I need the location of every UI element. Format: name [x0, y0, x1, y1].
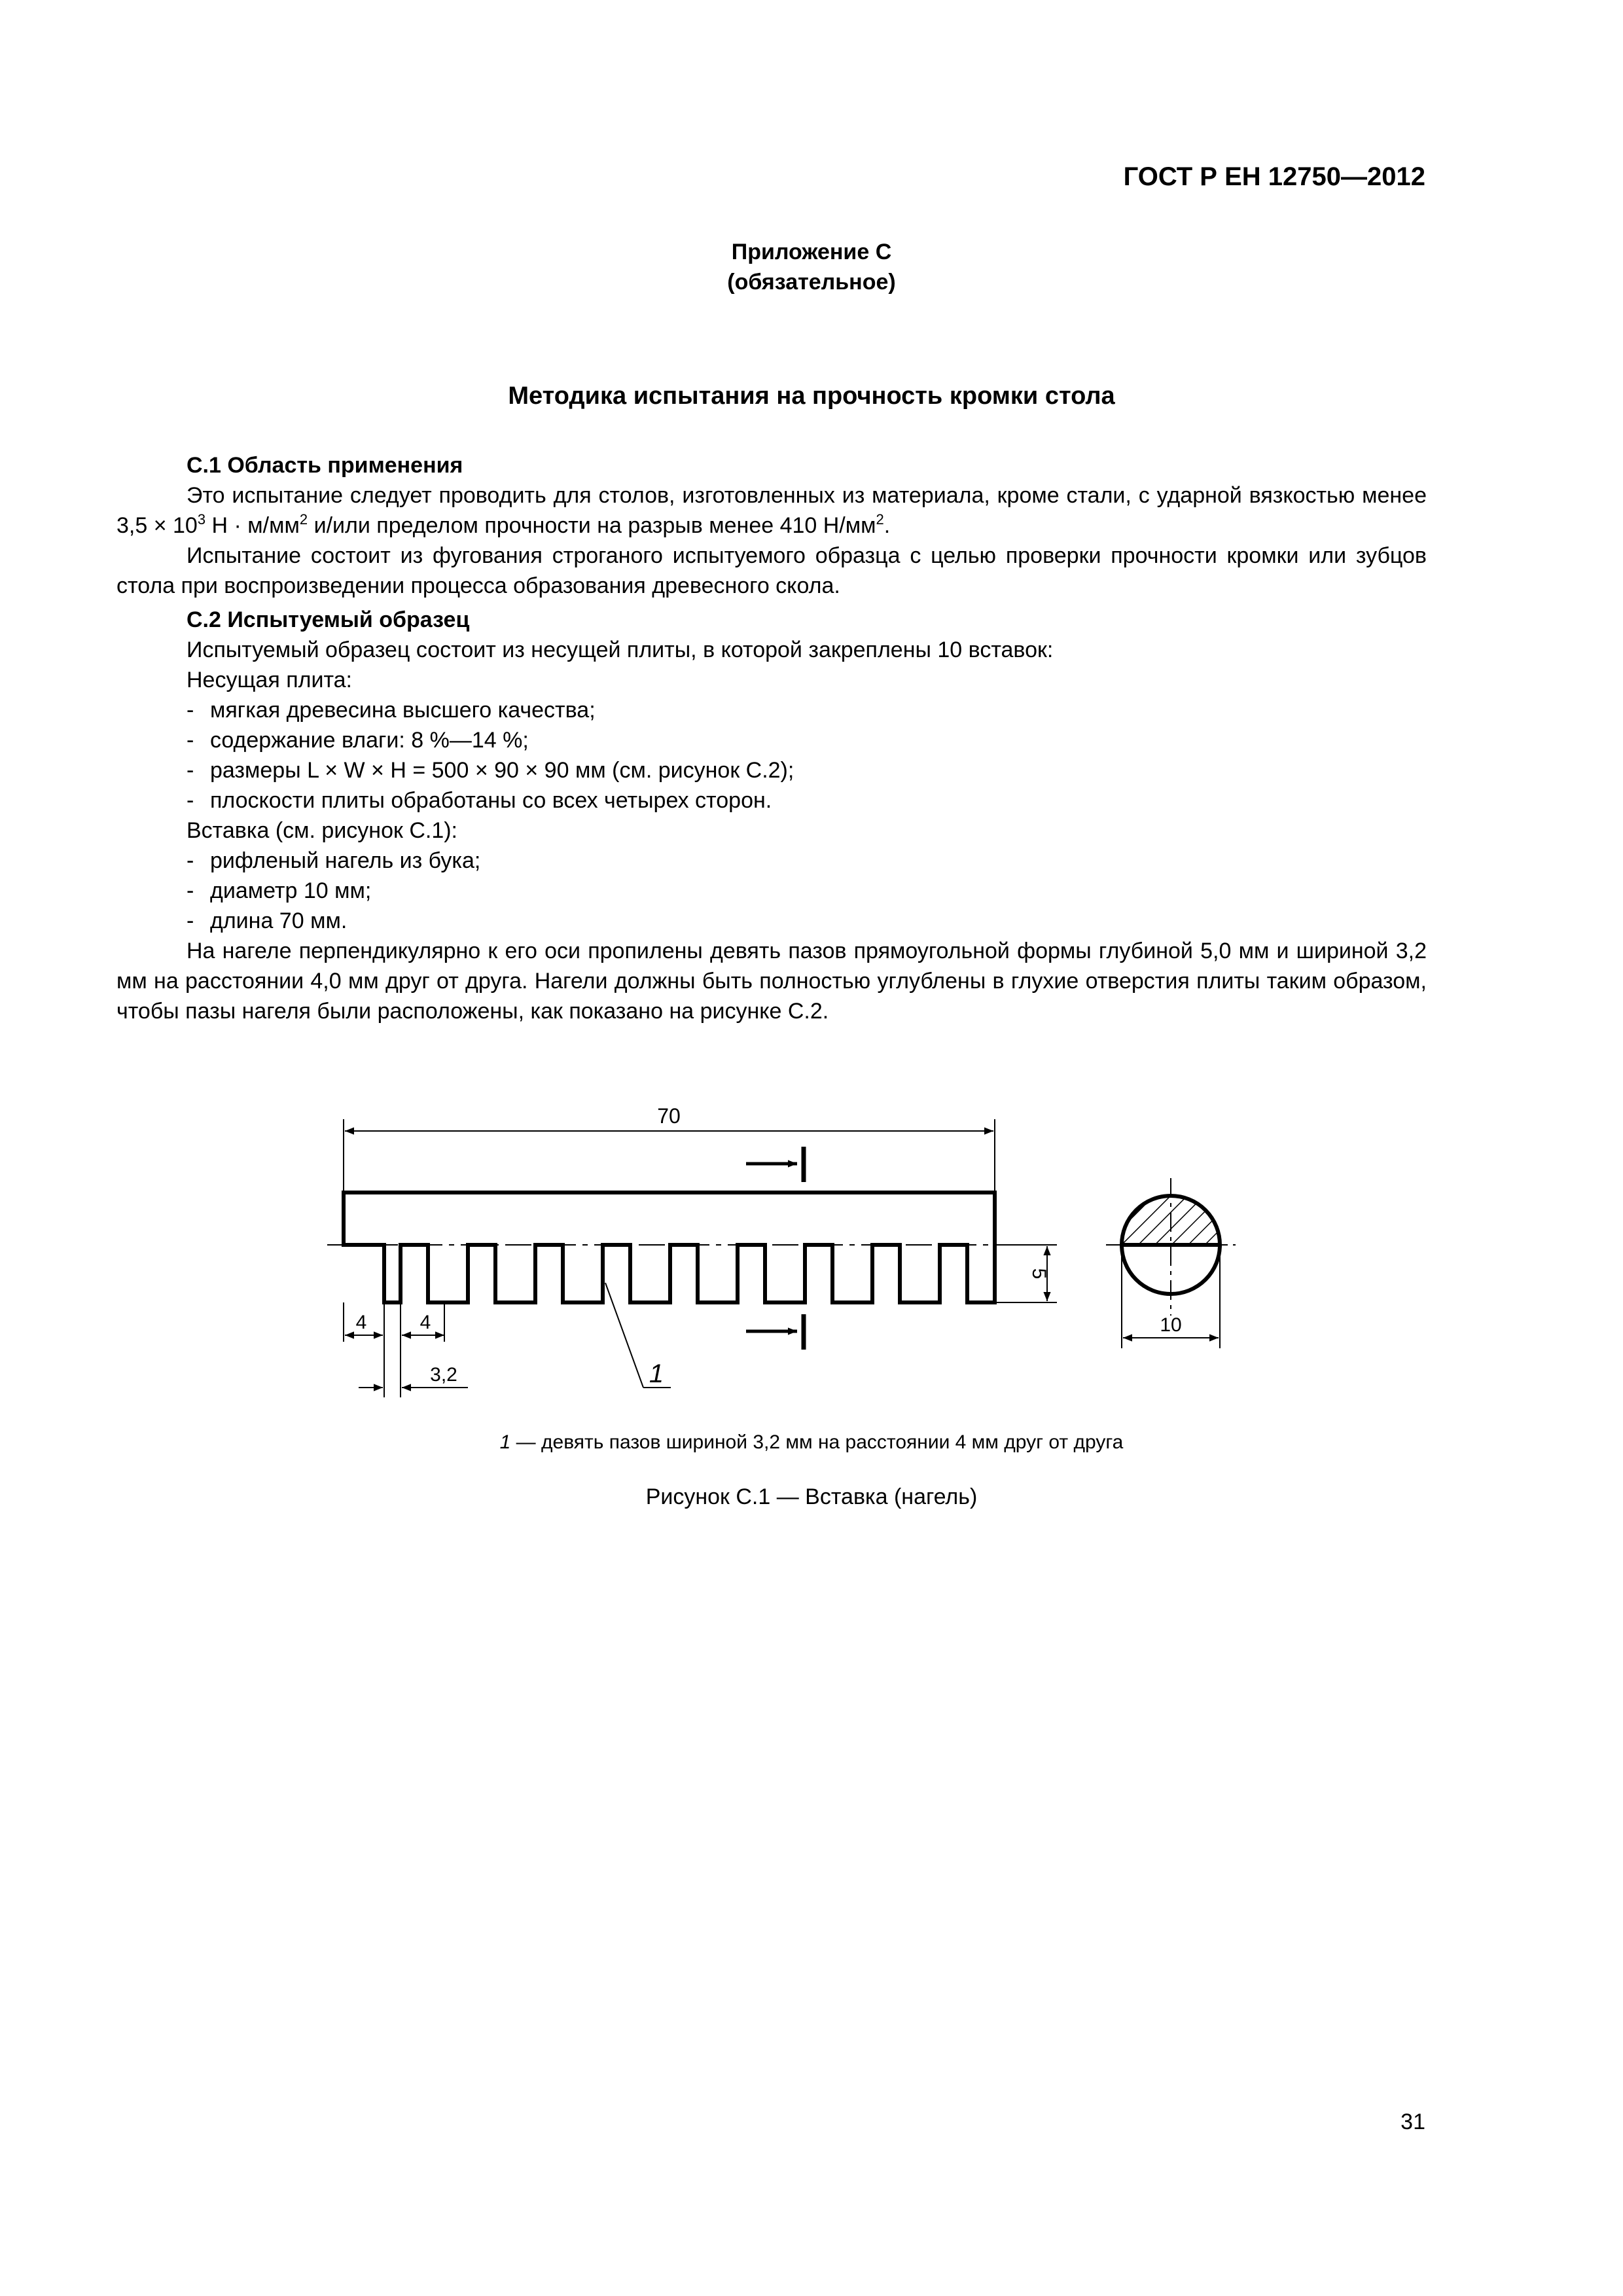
- dim-gap-label-2: 4: [419, 1312, 431, 1333]
- list-item: - содержание влаги: 8 %—14 %;: [187, 728, 529, 753]
- appendix-heading: [0, 237, 1623, 297]
- section-heading-c1: С.1 Область применения: [187, 453, 463, 478]
- plate-label: Несущая плита:: [187, 668, 352, 692]
- c2-closing-paragraph: На нагеле перпендикулярно к его оси пропилены девять пазов прямоугольной формы глубиной 5,0 мм и шириной 3,2 мм на расстоянии 4,0 мм друг от друга. Нагели должны быть полностью углублены в глухие отверстия плиты таким образом, чтобы пазы нагеля были расположены, как показано на рисунке С.2.: [116, 939, 1427, 1024]
- section-heading-c2: С.2 Испытуемый образец: [187, 607, 470, 632]
- appendix-label: Приложение С: [731, 240, 892, 264]
- figure-dowel-drawing: [0, 1086, 1623, 1401]
- list-item: - рифленый нагель из бука;: [187, 848, 481, 873]
- c1-paragraph-1: Это испытание следует проводить для столов, изготовленных из материала, кроме стали, с ударной вязкостью менее $3,5 \times 10^3$ $Н \cdot м/мм^2$ и/или пределом прочности на разрыв менее 410 $Н/мм^2$.: [116, 483, 1427, 538]
- dowel-outline: [344, 1193, 995, 1302]
- insert-label: Вставка (см. рисунок С.1):: [187, 818, 457, 843]
- list-item: - мягкая древесина высшего качества;: [187, 698, 596, 723]
- page-number: 31: [1400, 2109, 1425, 2134]
- document-code: ГОСТ Р ЕН 12750—2012: [1123, 162, 1425, 191]
- callout-number: 1: [649, 1359, 664, 1388]
- dim-gap-label-1: 4: [355, 1312, 367, 1333]
- list-item: - плоскости плиты обработаны со всех четырех сторон.: [187, 788, 772, 813]
- callout-leader: [605, 1283, 643, 1388]
- figure-legend: 1 — девять пазов шириной 3,2 мм на расстоянии 4 мм друг от друга: [499, 1431, 1124, 1453]
- dim-width-label: 3,2: [430, 1364, 457, 1386]
- list-item: - длина 70 мм.: [187, 908, 348, 933]
- dim-depth-label: 5: [1028, 1268, 1050, 1280]
- page-title: Методика испытания на прочность кромки стола: [508, 382, 1115, 410]
- list-item: - размеры L × W × H = 500 × 90 × 90 мм (см. рисунок С.2);: [187, 758, 794, 783]
- list-item: - диаметр 10 мм;: [187, 878, 372, 903]
- body-text: [116, 450, 1427, 1026]
- section-marker-bottom: [746, 1314, 804, 1350]
- section-marker-top: [746, 1147, 804, 1182]
- cross-section: [1106, 1178, 1236, 1316]
- figure-caption: Рисунок С.1 — Вставка (нагель): [645, 1484, 978, 1509]
- dim-length-label: 70: [657, 1104, 681, 1128]
- c2-intro: Испытуемый образец состоит из несущей плиты, в которой закреплены 10 вставок:: [187, 637, 1054, 662]
- appendix-status: (обязательное): [727, 270, 896, 295]
- dim-diameter-label: 10: [1160, 1314, 1182, 1336]
- c1-paragraph-2: Испытание состоит из фугования строганого испытуемого образца с целью проверки прочности кромки или зубцов стола при воспроизведении процесса образования древесного скола.: [116, 543, 1427, 598]
